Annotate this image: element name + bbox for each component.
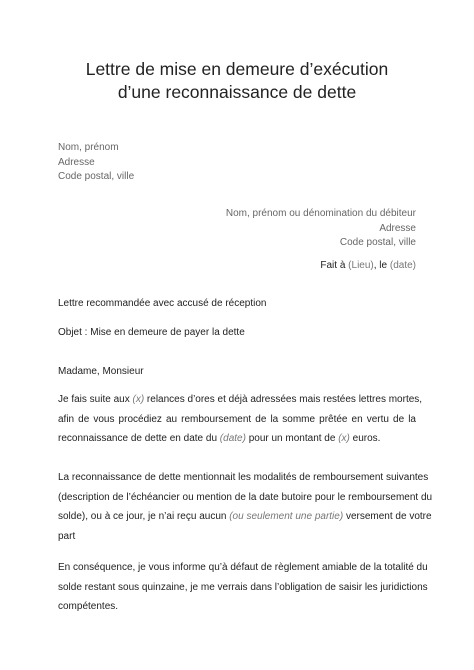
text-segment: reconnaissance de dette en date du	[58, 433, 220, 444]
text-segment: pour un montant de	[245, 433, 339, 444]
recipient-name: Nom, prénom ou dénomination du débiteur	[225, 208, 416, 219]
subject-line: Objet : Mise en demeure de payer la dette	[58, 327, 245, 338]
text-segment: versement de votre	[343, 511, 432, 522]
date-placeholder: (date)	[219, 433, 246, 444]
text-segment: solde), ou à ce jour, je n’ai reçu aucun	[58, 511, 230, 522]
recipient-postal: Code postal, ville	[339, 237, 416, 248]
amount-placeholder: (x)	[338, 433, 350, 444]
paragraph-1-line-2: afin de vous procédiez au remboursement de la somme prêtée en vertu de la	[58, 413, 416, 425]
paragraph-3-line-1: En conséquence, je vous informe qu’à défaut de règlement amiable de la totalité du	[58, 562, 428, 573]
sender-postal: Code postal, ville	[58, 171, 135, 182]
paragraph-3-line-2: solde restant sous quinzaine, je me verrais dans l’obligation de saisir les juridictions	[58, 581, 428, 593]
paragraph-1-line-3	[58, 429, 416, 449]
sender-name: Nom, prénom	[58, 142, 119, 153]
date-placeholder: (date)	[389, 260, 416, 271]
paragraph-3-line-3: compétentes.	[58, 601, 119, 612]
count-placeholder: (x)	[132, 394, 145, 405]
recipient-block	[226, 207, 416, 251]
paragraph-2	[58, 468, 433, 546]
paragraph-2-line-2: (description de l’échéancier ou mention de la date butoire pour le remboursement du	[58, 491, 433, 503]
paragraph-1-line-1	[58, 390, 423, 410]
text-segment: relances d’ores et déjà adressées mais restées lettres mortes,	[144, 394, 423, 405]
paragraph-1	[58, 390, 423, 449]
place-date-middle: , le	[373, 260, 390, 271]
salutation: Madame, Monsieur	[58, 366, 144, 377]
text-segment: Je fais suite aux	[58, 394, 133, 405]
place-date-prefix: Fait à	[320, 260, 349, 271]
registered-mail-line: Lettre recommandée avec accusé de réception	[58, 298, 267, 309]
sender-address: Adresse	[58, 156, 95, 168]
place-date-line	[320, 260, 416, 271]
sender-block	[58, 141, 134, 185]
paragraph-2-line-3	[58, 507, 432, 527]
text-segment: euros.	[349, 433, 381, 444]
title-line-2: d’une reconnaissance de dette	[117, 82, 357, 102]
place-placeholder: (Lieu)	[348, 260, 374, 271]
paragraph-3	[58, 558, 428, 617]
paragraph-2-line-1: La reconnaissance de dette mentionnait les modalités de remboursement suivantes	[58, 472, 429, 483]
paragraph-2-line-4: part	[58, 530, 76, 542]
recipient-address: Adresse	[379, 222, 416, 234]
document-title	[0, 58, 474, 104]
title-line-1: Lettre de mise en demeure d’exécution	[85, 59, 389, 79]
partial-placeholder: (ou seulement une partie)	[229, 511, 344, 522]
